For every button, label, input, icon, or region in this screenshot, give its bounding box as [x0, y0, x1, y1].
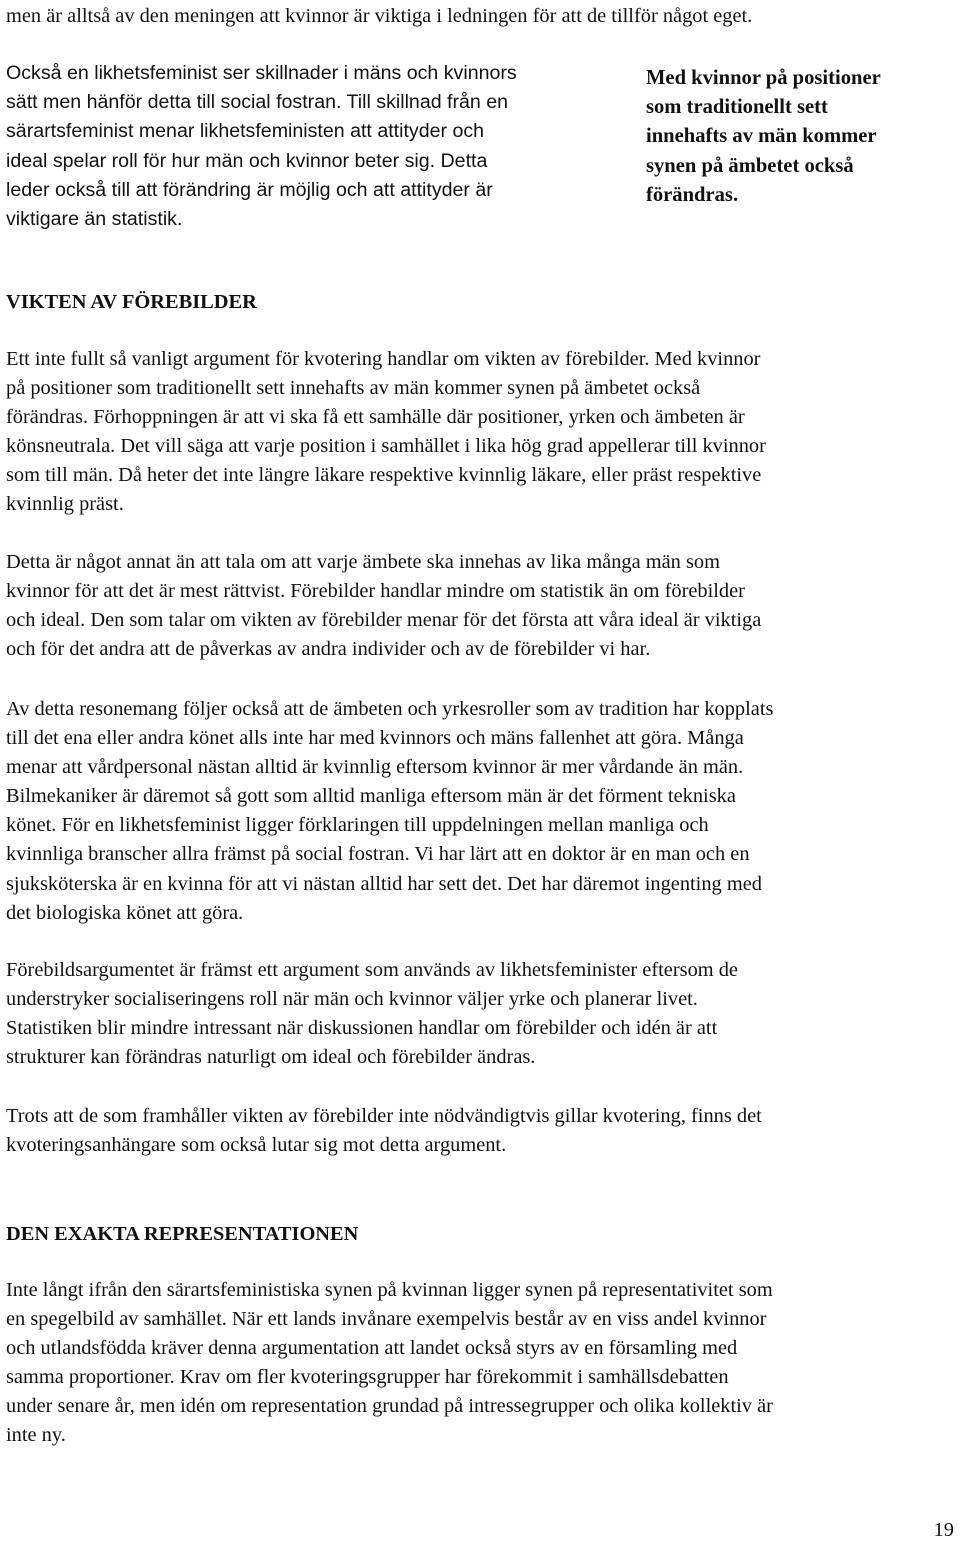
paragraph	[6, 1102, 956, 1160]
text-line: en spegelbild av samhället. När ett lands invånare exempelvis består av en viss andel kvinnor	[6, 1308, 767, 1331]
text-line: kvinnlig präst.	[6, 493, 124, 516]
text-line: och ideal. Den som talar om vikten av förebilder menar för det första att våra ideal är viktiga	[6, 609, 762, 632]
paragraph	[6, 345, 956, 520]
text-line: kvinnliga branscher allra främst på social fostran. Vi har lärt att en doktor är en man och en	[6, 843, 750, 866]
text-line: och utlandsfödda kräver denna argumentation att landet också styrs av en församling med	[6, 1337, 738, 1360]
text-line: samma proportioner. Krav om fler kvoteringsgrupper har förekommit i samhällsdebatten	[6, 1366, 729, 1389]
pull-quote-line: Med kvinnor på positioner	[646, 67, 881, 89]
text-line: leder också till att förändring är möjlig och att attityder är	[6, 178, 493, 201]
text-line: könsneutrala. Det vill säga att varje position i samhället i lika hög grad appellerar till kvinnor	[6, 435, 766, 458]
text-line: på positioner som traditionellt sett innehafts av män kommer synen på ämbetet också	[6, 377, 701, 400]
text-line: Ett inte fullt så vanligt argument för kvotering handlar om vikten av förebilder. Med kvinnor	[6, 348, 761, 370]
text-line: strukturer kan förändras naturligt om ideal och förebilder ändras.	[6, 1046, 536, 1069]
text-line: Trots att de som framhåller vikten av förebilder inte nödvändigtvis gillar kvotering, finns det	[6, 1105, 762, 1127]
text-line: Också en likhetsfeminist ser skillnader i mäns och kvinnors	[6, 62, 517, 84]
text-line: till det ena eller andra könet alls inte har med kvinnors och mäns fallenhet att göra. Många	[6, 727, 744, 750]
text-line: som till män. Då heter det inte längre läkare respektive kvinnlig läkare, eller präst respektive	[6, 464, 762, 487]
text-line: Detta är något annat än att tala om att varje ämbete ska innehas av lika många män som	[6, 551, 720, 573]
pull-quote-line: innehafts av män kommer	[646, 125, 877, 148]
paragraph	[6, 695, 956, 928]
paragraph	[6, 548, 956, 664]
text-line: inte ny.	[6, 1424, 66, 1447]
top-text-line: men är alltså av den meningen att kvinnor är viktiga i ledningen för att de tillför något eget.	[6, 5, 753, 27]
section-heading-forebilder: VIKTEN AV FÖREBILDER	[6, 291, 257, 313]
pull-quote-line: som traditionellt sett	[646, 96, 828, 119]
text-line: sjuksköterska är en kvinna för att vi nästan alltid har sett det. Det har däremot ingenting med	[6, 872, 762, 895]
text-line: Av detta resonemang följer också att de ämbeten och yrkesroller som av tradition har kopplats	[6, 698, 774, 720]
pull-quote-line: förändras.	[646, 183, 739, 206]
text-line: det biologiska könet att göra.	[6, 901, 244, 924]
text-line: sätt men hänför detta till social fostran. Till skillnad från en	[6, 91, 509, 114]
text-line: menar att vårdpersonal nästan alltid är kvinnlig eftersom kvinnor är mer vårdande än män.	[6, 756, 744, 779]
text-line: ideal spelar roll för hur män och kvinnor beter sig. Detta	[6, 149, 488, 172]
intro-column	[6, 59, 614, 234]
text-line: under senare år, men idén om representation grundad på intressegrupper och olika kollektiv är	[6, 1395, 773, 1418]
text-line: Statistiken blir mindre intressant när diskussionen handlar om förebilder och idén är att	[6, 1017, 718, 1040]
text-line: Inte långt ifrån den särartsfeministiska synen på kvinnan ligger synen på representativitet som	[6, 1279, 773, 1301]
text-line: viktigare än statistik.	[6, 208, 183, 231]
page-number: 19	[933, 1519, 954, 1541]
text-line: understryker socialiseringens roll när män och kvinnor väljer yrke och planerar livet.	[6, 988, 698, 1011]
paragraph	[6, 956, 956, 1072]
text-line: Förebildsargumentet är främst ett argument som används av likhetsfeminister eftersom de	[6, 959, 738, 981]
section-heading-representation: DEN EXAKTA REPRESENTATIONEN	[6, 1223, 359, 1245]
text-line: Bilmekaniker är däremot så gott som alltid manliga eftersom män är det förment tekniska	[6, 785, 736, 808]
text-line: könet. För en likhetsfeminist ligger förklaringen till uppdelningen mellan manliga och	[6, 814, 709, 837]
paragraph	[6, 1276, 956, 1451]
pull-quote-line: synen på ämbetet också	[646, 154, 854, 177]
text-line: särartsfeminist menar likhetsfeministen att attityder och	[6, 120, 485, 143]
text-line: kvoteringsanhängare som också lutar sig mot detta argument.	[6, 1134, 507, 1157]
text-line: kvinnor för att det är mest rättvist. Förebilder handlar mindre om statistik än om förebilder	[6, 580, 745, 603]
pull-quote	[646, 64, 946, 210]
text-line: förändras. Förhoppningen är att vi ska få ett samhälle där positioner, yrken och ämbeten är	[6, 406, 745, 429]
text-line: och för det andra att de påverkas av andra individer och av de förebilder vi har.	[6, 638, 651, 661]
